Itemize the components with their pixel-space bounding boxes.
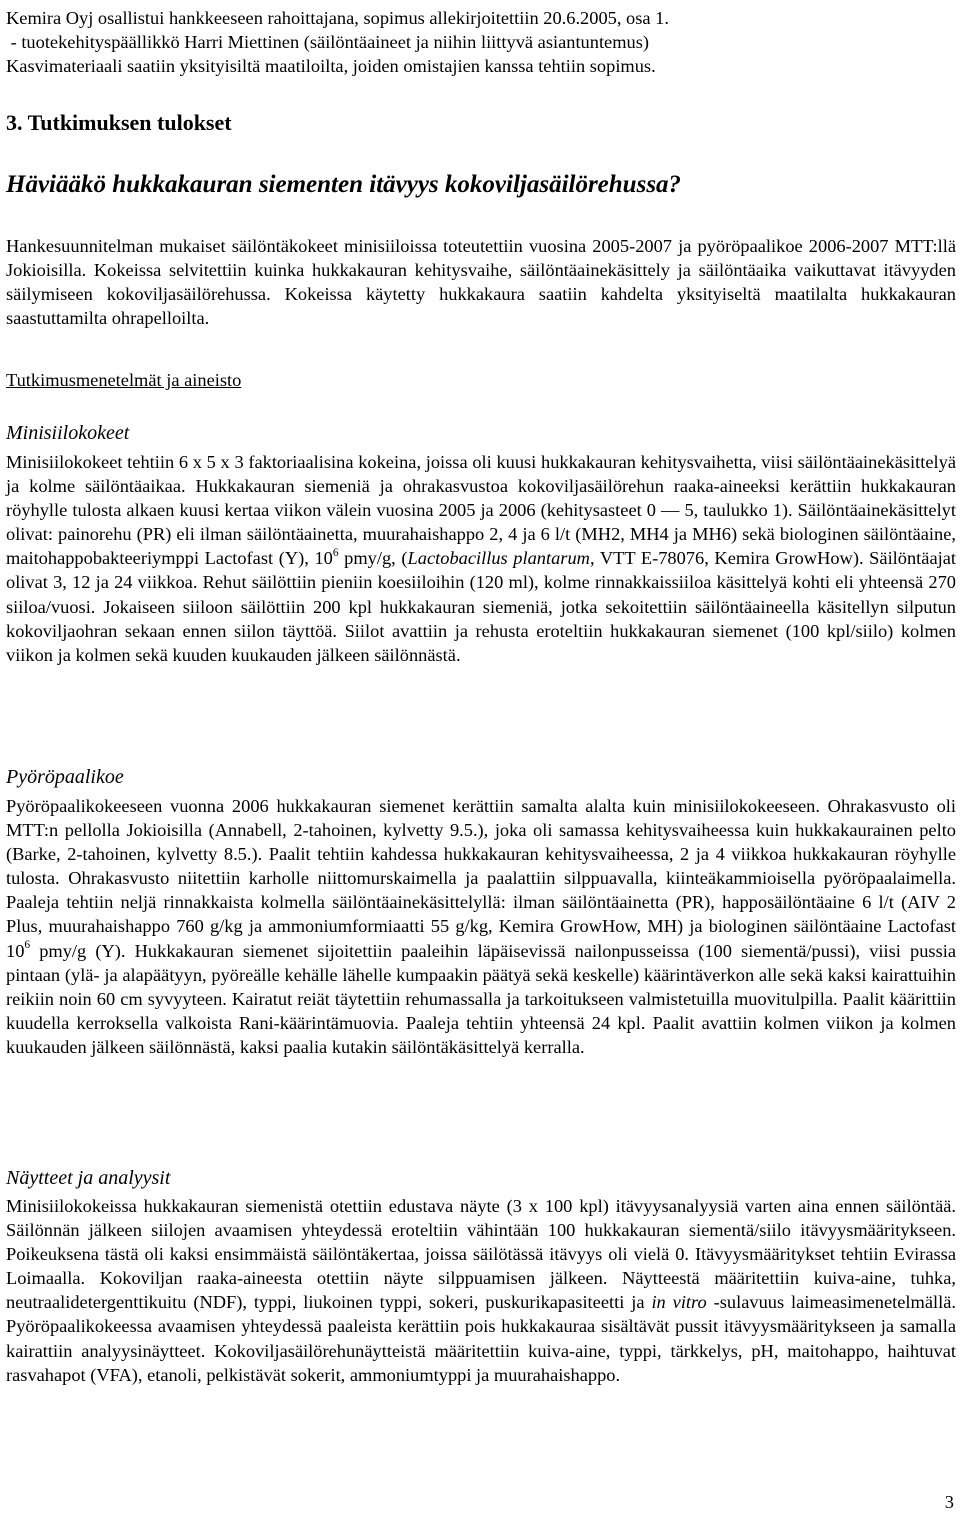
species-name: Lactobacillus plantarum [407,548,590,569]
intro-paragraph: Hankesuunnitelman mukaiset säilöntäkokeet minisiiloissa toteutettiin vuosina 2005-2007 ja pyöröpaalikoe 2006-2007 MTT:llä Jokioisilla. Kokeissa selvitettiin kuinka hukkakauran kehitysvaihe, säilöntäainekäsittely ja säilöntäaika vaikuttavat itävyyden säilymiseen kokoviljasäilörehussa. Kokeissa käytetty hukkakaura saatiin kahdelta yksityiseltä maatilalta hukkakauran saastuttamilta ohrapelloilta. [6,236,956,329]
samples-paragraph [6,1194,956,1387]
bale-text-1: Pyöröpaalikokeeseen vuonna 2006 hukkakauran siemenet kerättiin samalta alalta kuin minisiilokokeeseen. Ohrakasvusto oli MTT:n pellolla Jokioisilla (Annabell, 2-tahoinen, kylvetty 9.5.), joka oli samassa kehitysvaiheessa kuin hukkakaurainen pelto (Barke, 2-tahoinen, kylvetty 8.5.). Paalit tehtiin kahdessa hukkakauran kehitysvaiheessa, 2 ja 4 viikkoa hukkakauran röyhylle tulosta. Ohrakasvusto niitettiin karholle niittomurskaimella ja paalattiin silppuavalla, kiinteäkammioisella pyöröpaalaimella. Paaleja tehtiin neljä rinnakkaista kolmella säilöntäainekäsittelyllä: ilman säilöntäainetta (PR), happosäilöntäaine 6 l/t (AIV 2 Plus, muurahaishappo 760 g/kg ja ammoniumformiaatti 55 g/kg, Kemira GrowHow, MH) ja biologinen säilöntäaine Lactofast 10 [6,796,956,961]
minisilo-exponent: 6 [332,547,339,560]
minisilo-text-2: pmy/g, ( [338,548,408,569]
samples-text-2: -sulavuus laimeasimenetelmällä. Pyöröpaalikokeessa avaamisen yhteydessä paaleista kerättiin pois hukkakauraa sisältävät pussit itävyysmääritykseen ja samalla kairattiin analyysinäytteet. Kokoviljasäilörehunäytteistä määritettiin kuiva-aine, typpi, tärkkelys, pH, maitohappo, haihtuvat rasvahapot (VFA), etanoli, pelkistävät sokerit, ammoniumtyppi ja muurahaishappo. [6,1292,956,1385]
contact-line: - tuotekehityspäällikkö Harri Miettinen (säilöntäaineet ja niihin liittyvä asiantuntemus) [6,32,649,52]
funding-line: Kemira Oyj osallistui hankkeeseen rahoittajana, sopimus allekirjoitettiin 20.6.2005, osa 1. [6,8,669,28]
question-heading: Häviääkö hukkakauran siementen itävyys kokoviljasäilörehussa? [6,171,682,198]
minisilo-paragraph [6,450,956,667]
material-line: Kasvimateriaali saatiin yksityisiltä maatiloilta, joiden omistajien kanssa tehtiin sopimus. [6,56,656,76]
samples-text-1: Minisiilokokeissa hukkakauran siemenistä otettiin edustava näyte (3 x 100 kpl) itävyysanalyysiä varten aina ennen säilöntää. Säilönnän jälkeen siilojen avaamisen yhteydessä eroteltiin vähintään 100 hukkakauran siementä/siilo itävyysmääritykseen. Poikeuksena tästä oli kaksi ensimmäistä säilöntäkertaa, joissa säilötässä itävyys oli vielä 0. Itävyysmääritykset tehtiin Evirassa Loimaalla. Kokoviljan raaka-aineesta otettiin näyte silppuamisen jälkeen. Näytteestä määritettiin kuiva-aine, tuhka, neutraalidetergenttikuitu (NDF), typpi, liukoinen typpi, sokeri, puskurikapasiteetti ja [6,1196,956,1313]
in-vitro-term: in vitro [651,1292,707,1313]
samples-heading: Näytteet ja analyysit [6,1167,171,1189]
bale-text-2: pmy/g (Y). Hukkakauran siemenet sijoitettiin paaleihin läpäisevissä nailonpusseissa (100 siementä/pussi), viisi pussia pintaan (ylä- ja alapäätyyn, pyöreälle kehälle lähelle kumpaakin päätyä sekä keskelle) käärintäverkon alle sekä kaksi kairattuihin reikiin noin 60 cm syvyyteen. Kairatut reiät täytettiin rehumassalla ja tarkoitukseen valmistetuilla muovitulpilla. Paalit käärittiin kuudella kerroksella valkoista Rani-käärintämuovia. Paaleja tehtiin yhteensä 24 kpl. Paalit avattiin kolmen viikon ja kolmen kuukauden jälkeen säilönnästä, kaksi paalia kutakin säilöntäkäsittelyä kerralla. [6,940,956,1057]
minisilo-heading: Minisiilokokeet [6,422,130,444]
bale-exponent: 6 [24,939,31,952]
minisilo-text-1: Minisiilokokeet tehtiin 6 x 5 x 3 faktoriaalisina kokeina, joissa oli kuusi hukkakauran kehitysvaihetta, viisi säilöntäainekäsittelyä ja kolme säilöntäaikaa. Hukkakauran siemeniä ja ohrakasvustoa kokoviljasäilörehun raaka-aineeksi kerättiin hukkakauran röyhylle tulosta alkaen kuusi kertaa viikon välein vuosina 2005 ja 2006 (kehitysasteet 0 — 5, taulukko 1). Säilöntäainekäsittelyt olivat: painorehu (PR) eli ilman säilöntäainetta, muurahaishappo 2, 4 ja 6 l/t (MH2, MH4 ja MH6) sekä biologinen säilöntäaine, maitohappobakteeriymppi Lactofast (Y), 10 [6,452,956,569]
bale-heading: Pyöröpaalikoe [6,766,124,788]
page-number: 3 [944,1492,954,1512]
methods-heading: Tutkimusmenetelmät ja aineisto [6,370,242,390]
bale-paragraph [6,794,956,1059]
minisilo-text-3: , VTT E-78076, Kemira GrowHow). Säilöntäajat olivat 3, 12 ja 24 viikkoa. Rehut säilöttiin pieniin koesiiloihin (120 ml), kolme rinnakkaissiiloa käsittelyä kohti eli yhteensä 270 siiloa/vuosi. Jokaiseen siiloon säilöttiin 200 kpl hukkakauran siemeniä, jotka sekoitettiin säilöntäaineella käsitellyn silputun kokoviljaohran sekaan ennen siilon täyttöä. Siilot avattiin ja rehusta eroteltiin hukkakauran siemenet (100 kpl/siilo) kolmen viikon ja kolmen sekä kuuden kuukauden jälkeen säilönnästä. [6,548,956,665]
section-heading: 3. Tutkimuksen tulokset [6,110,232,135]
